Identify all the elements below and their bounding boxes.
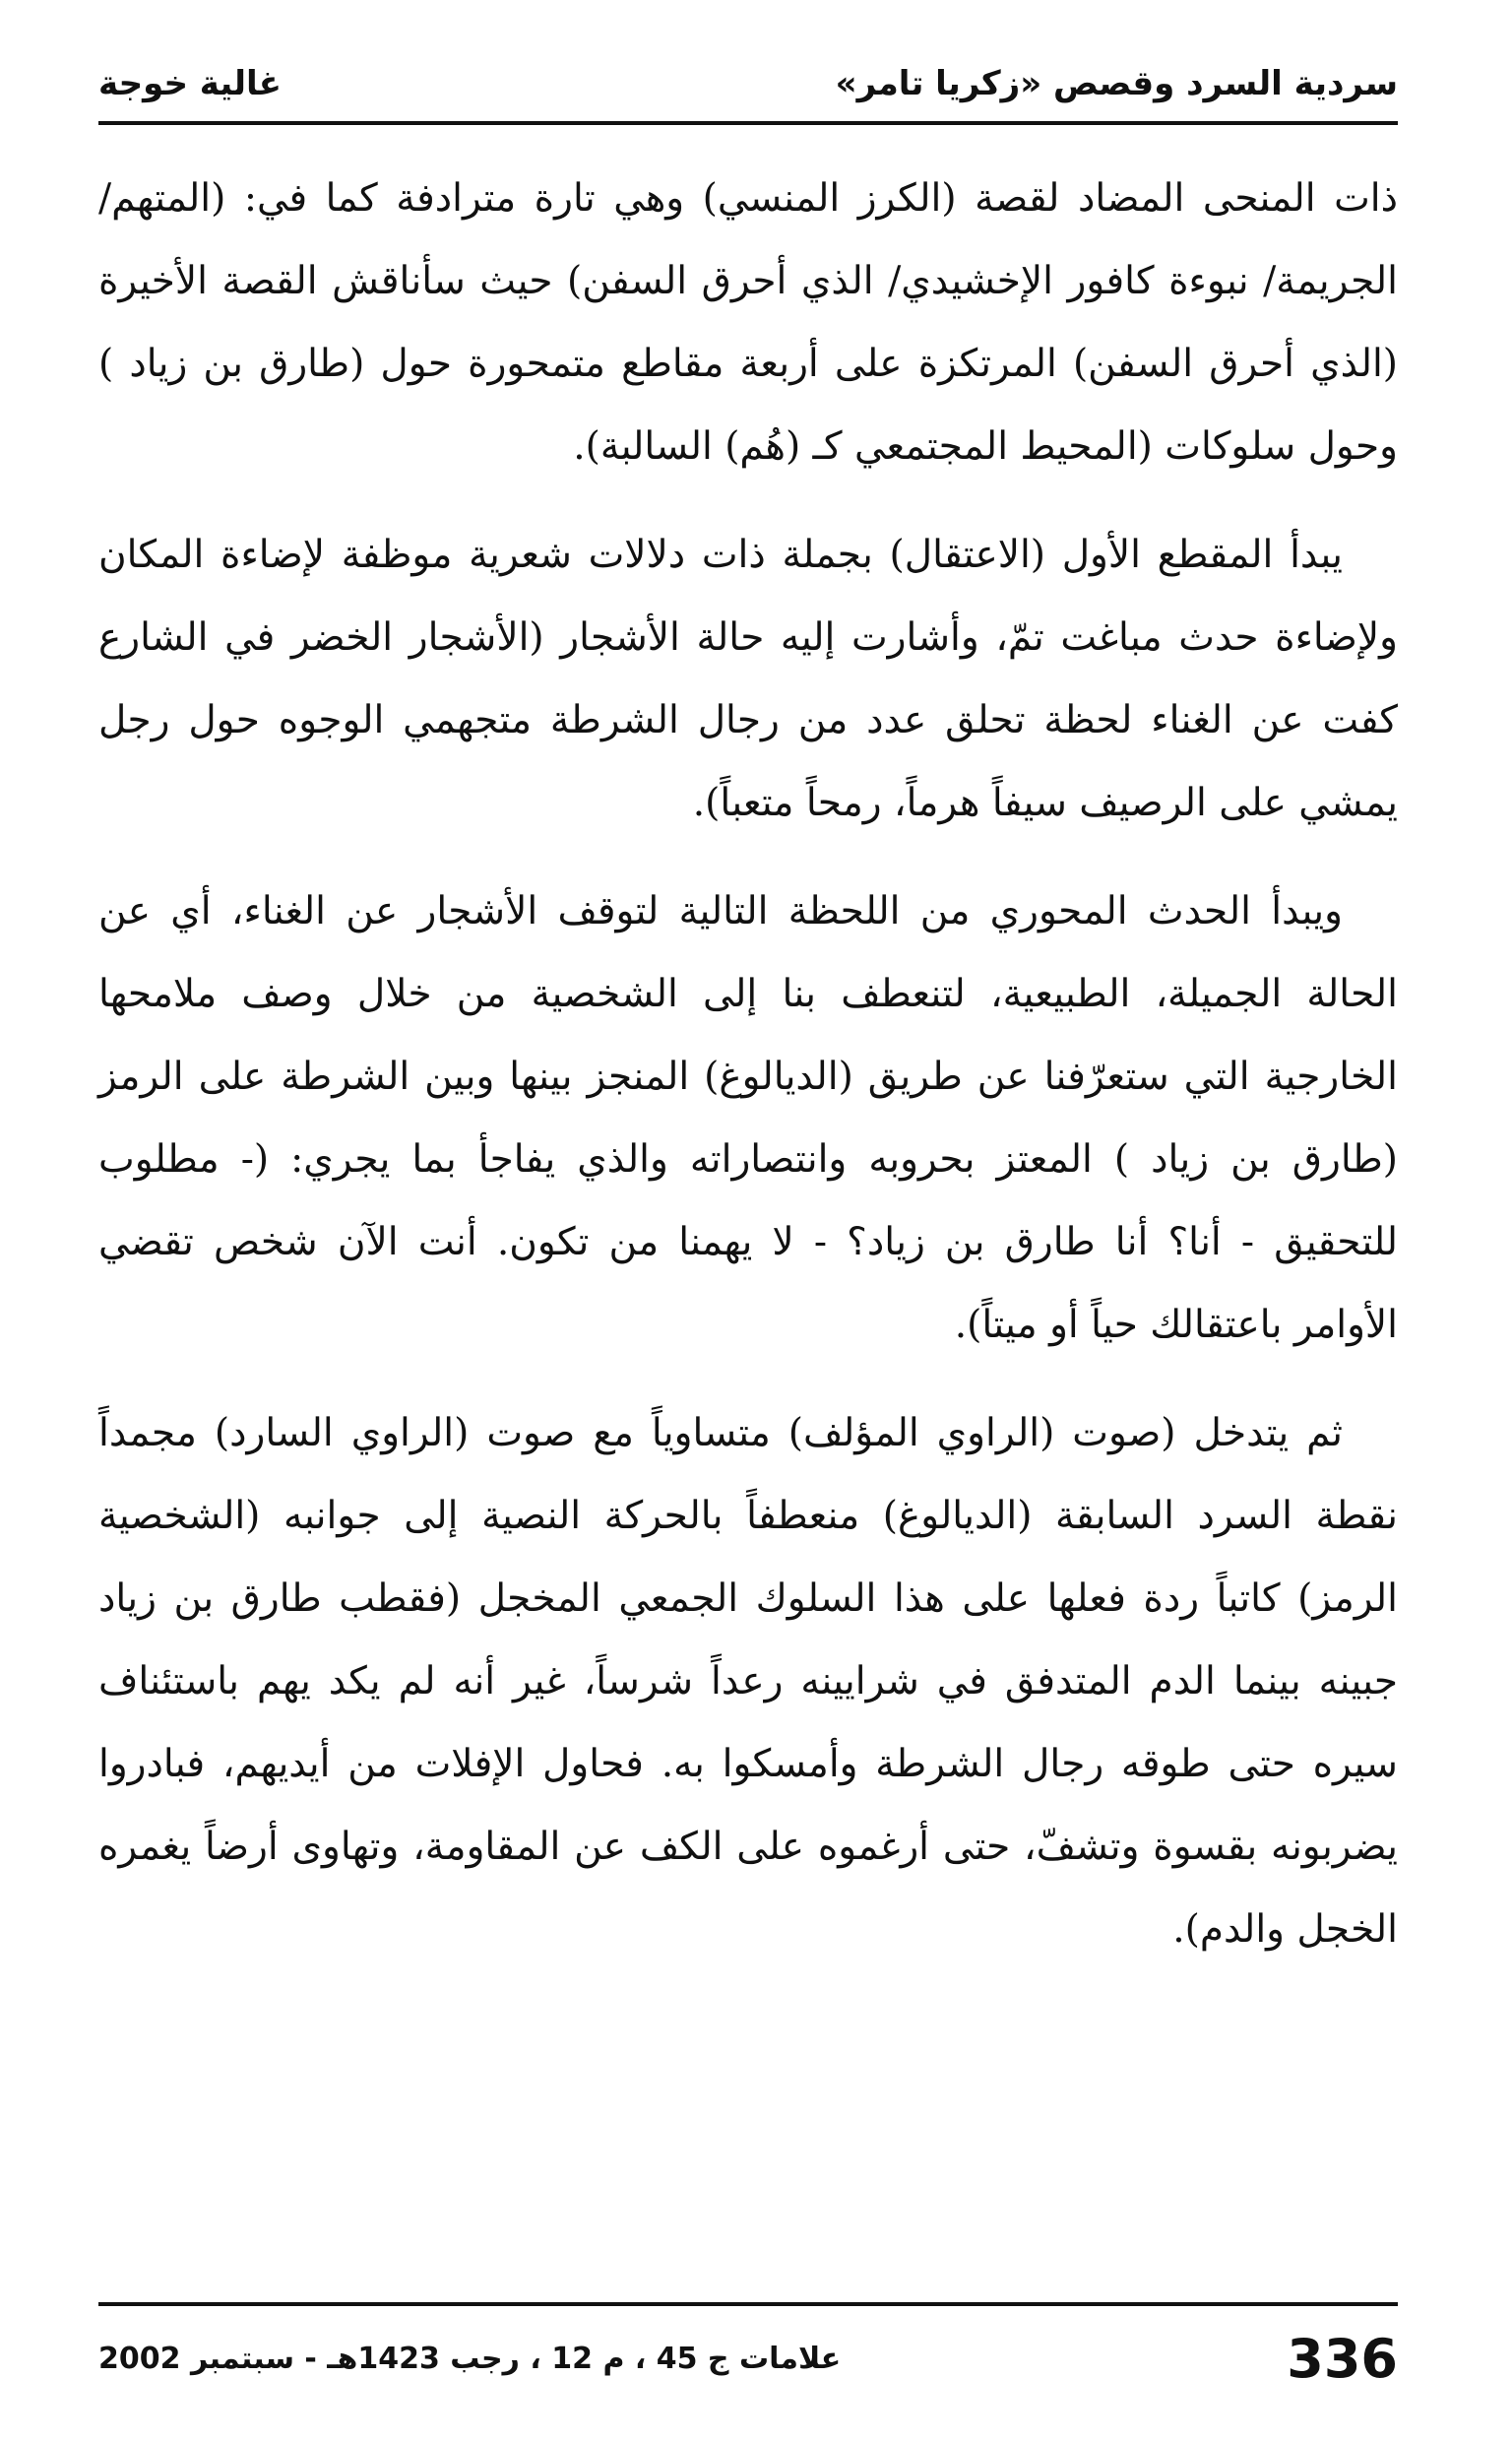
- body-text: [98, 158, 1398, 2206]
- paragraph-4: ثم يتدخل (صوت (الراوي المؤلف) متساوياً مع صوت (الراوي السارد) مجمداً نقطة السرد السابقة (الديالوغ) منعطفاً بالحركة النصية إلى جوانبه (الشخصية الرمز) كاتباً ردة فعلها على هذا السلوك الجمعي المخجل (فقطب طارق بن زياد جبينه بينما الدم المتدفق في شرايينه رعداً شرساً، غير أنه لم يكد يهم باستئناف سيره حتى طوقه رجال الشرطة وأمسكوا به. فحاول الإفلات من أيديهم، فبادروا يضربونه بقسوة وتشفّ، حتى أرغموه على الكف عن المقاومة، وتهاوى أرضاً يغمره الخجل والدم).: [98, 1411, 1398, 1952]
- running-header: [98, 49, 1398, 118]
- footer-rule: [98, 2302, 1398, 2306]
- document-page: [98, 39, 1398, 2403]
- header-author: غالية خوجة: [98, 64, 283, 103]
- paragraph-3: ويبدأ الحدث المحوري من اللحظة التالية لتوقف الأشجار عن الغناء، أي عن الحالة الجميلة، الطبيعية، لتنعطف بنا إلى الشخصية من خلال وصف ملامحها الخارجية التي ستعرّفنا عن طريق (الديالوغ) المنجز بينها وبين الشرطة على الرمز (طارق بن زياد ) المعتز بحروبه وانتصاراته والذي يفاجأ بما يجري: (- مطلوب للتحقيق - أنا؟ أنا طارق بن زياد؟ - لا يهمنا من تكون. أنت الآن شخص تقضي الأوامر باعتقالك حياً أو ميتاً).: [98, 889, 1398, 1347]
- page-footer: [98, 2324, 1398, 2393]
- header-title: سردية السرد وقصص «زكريا تامر»: [835, 64, 1398, 103]
- paragraph-1: ذات المنحى المضاد لقصة (الكرز المنسي) وهي تارة مترادفة كما في: (المتهم/ الجريمة/ نبوءة كافور الإخشيدي/ الذي أحرق السفن) حيث سأناقش القصة الأخيرة (الذي أحرق السفن) المرتكزة على أربعة مقاطع متمحورة حول (طارق بن زياد ) وحول سلوكات (المحيط المجتمعي كـ (هُم) السالبة).: [98, 176, 1398, 469]
- paragraph-2: يبدأ المقطع الأول (الاعتقال) بجملة ذات دلالات شعرية موظفة لإضاءة المكان ولإضاءة حدث مباغت تمّ، وأشارت إليه حالة الأشجار (الأشجار الخضر في الشارع كفت عن الغناء لحظة تحلق عدد من رجال الشرطة متجهمي الوجوه حول رجل يمشي على الرصيف سيفاً هرماً، رمحاً متعباً).: [98, 533, 1398, 825]
- journal-info: علامات ج 45 ، م 12 ، رجب 1423هـ - سبتمبر 2002: [98, 2341, 842, 2376]
- header-rule: [98, 121, 1398, 125]
- page-number: 336: [1287, 2327, 1398, 2390]
